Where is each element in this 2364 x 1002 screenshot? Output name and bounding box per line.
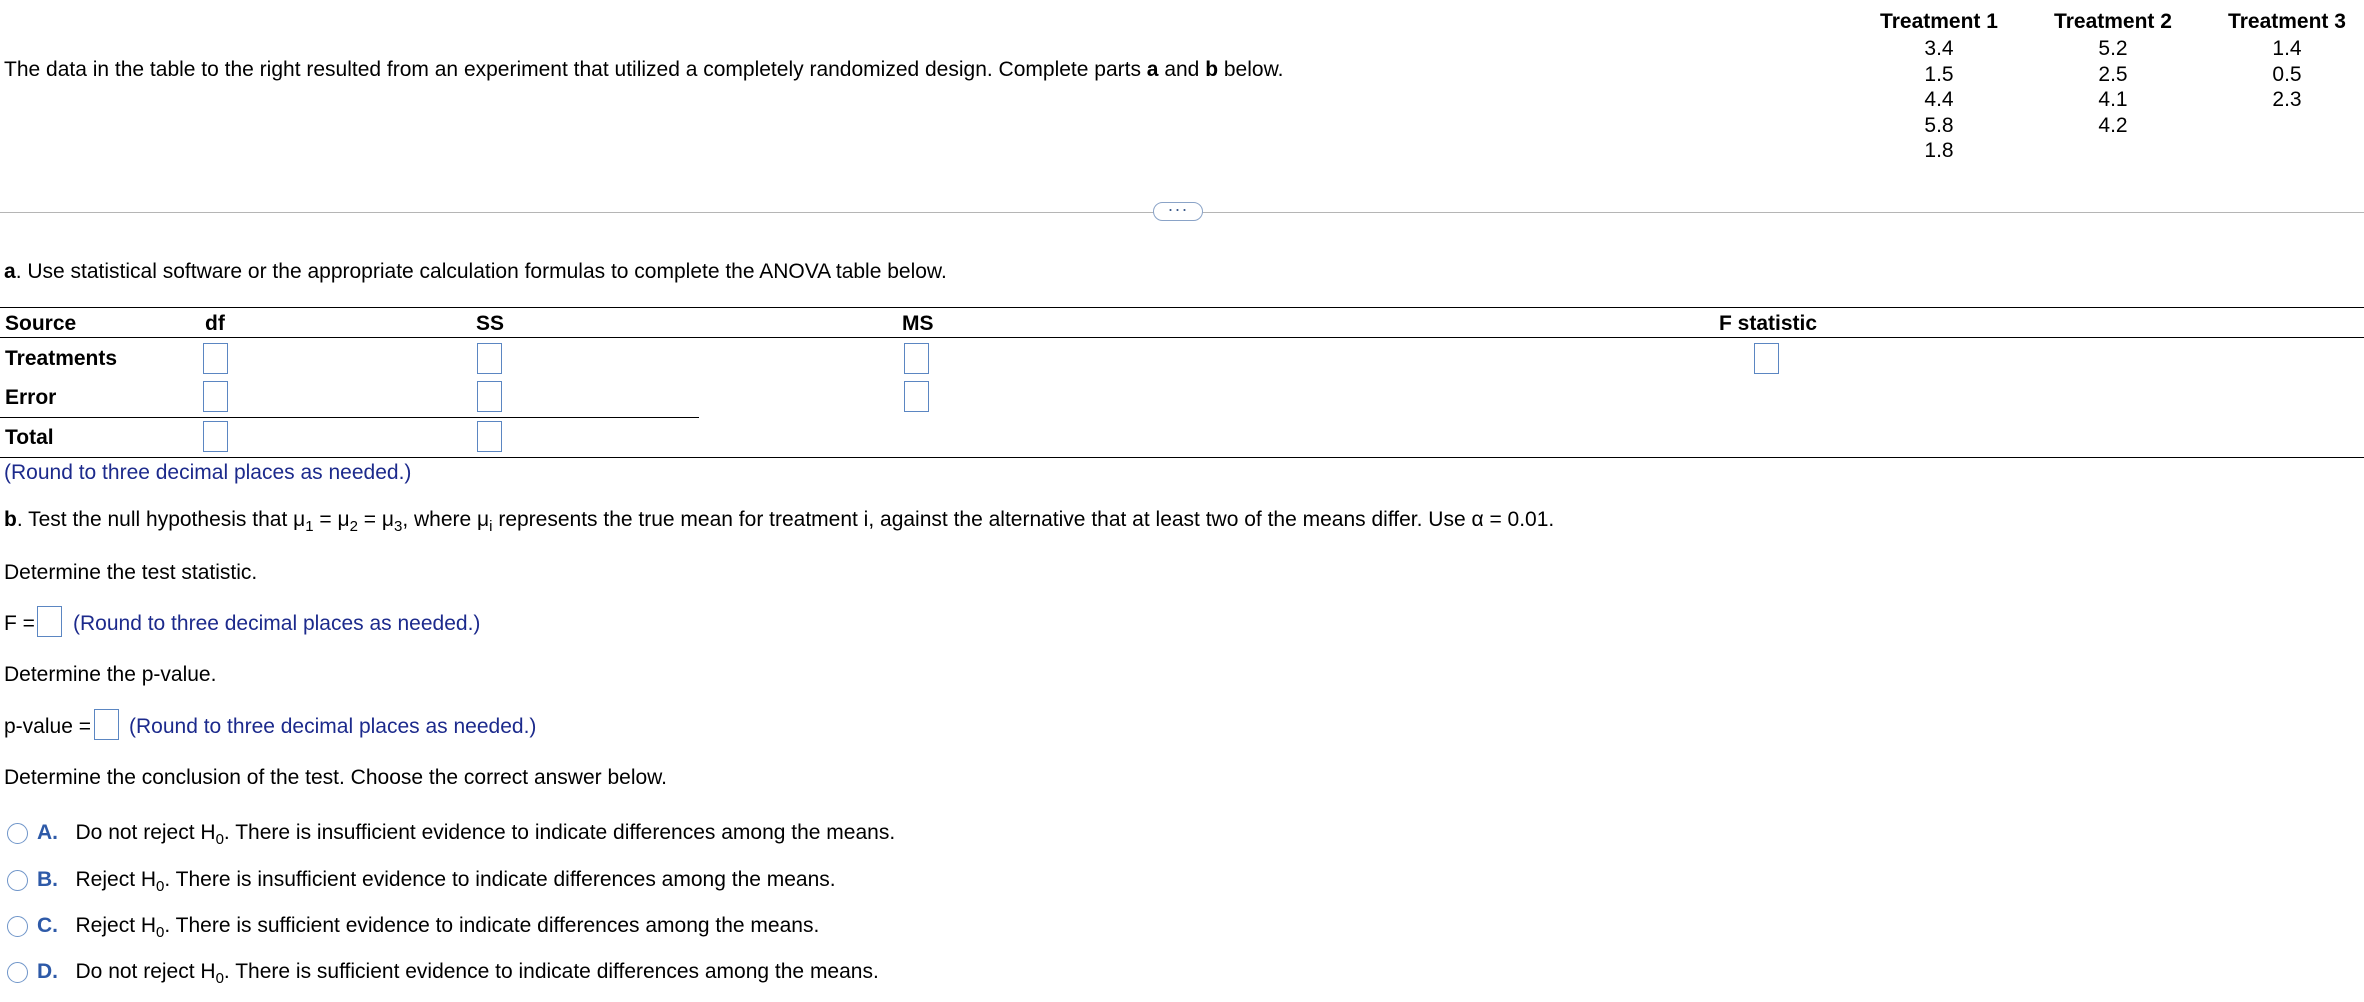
radio-button[interactable] bbox=[7, 916, 28, 937]
determine-statistic-text: Determine the test statistic. bbox=[4, 561, 258, 584]
data-cell: 2.5 bbox=[2098, 62, 2128, 86]
determine-pvalue-text: Determine the p-value. bbox=[4, 663, 217, 686]
determine-conclusion-text: Determine the conclusion of the test. Choose the correct answer below. bbox=[4, 766, 668, 789]
data-cell: 1.8 bbox=[1924, 139, 1954, 162]
data-cell: 5.2 bbox=[2098, 37, 2128, 60]
data-cell: 4.2 bbox=[2098, 113, 2128, 137]
total-df-input[interactable] bbox=[203, 421, 228, 452]
table-bottom-rule bbox=[0, 457, 2364, 458]
data-cell: 0.5 bbox=[2272, 62, 2302, 86]
header-df: df bbox=[205, 312, 225, 335]
header-source: Source bbox=[5, 312, 77, 335]
total-ss-input[interactable] bbox=[477, 421, 502, 452]
option-text: A. Do not reject $H_0$. There is insufficient evidence to indicate differences among the means. bbox=[37, 821, 896, 848]
expand-button[interactable]: ··· bbox=[1153, 202, 1203, 221]
f-statistic-input[interactable] bbox=[1754, 343, 1779, 374]
data-cell: 1.4 bbox=[2272, 37, 2302, 60]
row-label-total: Total bbox=[5, 426, 54, 449]
data-table-header: Treatment 3 bbox=[2228, 10, 2346, 33]
total-rule bbox=[0, 417, 699, 418]
data-cell: 1.5 bbox=[1924, 62, 1954, 86]
header-rule bbox=[0, 337, 2364, 338]
round-note: (Round to three decimal places as needed.) bbox=[4, 461, 412, 484]
option-text: B. Reject $H_0$. There is insufficient evidence to indicate differences among the means. bbox=[37, 868, 836, 895]
treatments-ss-input[interactable] bbox=[477, 343, 502, 374]
intro-text: The data in the table to the right resulted from an experiment that utilized a completely randomized design. Complete parts a and b below. bbox=[4, 58, 1284, 81]
part-b-instruction: b. Test the null hypothesis that $\mu_1 = \mu_2 = \mu_3$, where $\mu_i$ represents the true mean for treatment i, against the alternative that at least two of the means differ. Use α = 0.01. bbox=[4, 508, 1555, 535]
f-label: F = bbox=[4, 612, 35, 635]
p-value-label: p-value = bbox=[4, 715, 91, 738]
error-ms-input[interactable] bbox=[904, 381, 929, 412]
treatments-ms-input[interactable] bbox=[904, 343, 929, 374]
data-column-treatment-1 bbox=[1849, 36, 2029, 164]
row-label-treatments: Treatments bbox=[5, 347, 118, 370]
header-f-statistic: F statistic bbox=[1719, 312, 1818, 335]
p-value-input[interactable] bbox=[94, 709, 119, 740]
p-value-round-note: (Round to three decimal places as needed.) bbox=[129, 715, 537, 738]
data-cell: 3.4 bbox=[1924, 37, 1954, 60]
part-a-instruction: a. Use statistical software or the appropriate calculation formulas to complete the ANOVA table below. bbox=[4, 260, 947, 283]
data-cell: 2.3 bbox=[2272, 88, 2302, 111]
data-column-treatment-2 bbox=[2023, 36, 2203, 138]
data-cell: 4.4 bbox=[1924, 88, 1954, 111]
header-ms: MS bbox=[902, 312, 934, 335]
data-column-treatment-3 bbox=[2197, 36, 2364, 113]
radio-button[interactable] bbox=[7, 962, 28, 983]
header-ss: SS bbox=[476, 312, 505, 335]
option-text: C. Reject $H_0$. There is sufficient evidence to indicate differences among the means. bbox=[37, 914, 820, 941]
error-df-input[interactable] bbox=[203, 381, 228, 412]
treatments-df-input[interactable] bbox=[203, 343, 228, 374]
data-cell: 5.8 bbox=[1924, 113, 1954, 137]
table-top-rule bbox=[0, 307, 2364, 308]
data-table-header: Treatment 2 bbox=[2054, 10, 2172, 33]
option-text: D. Do not reject $H_0$. There is sufficient evidence to indicate differences among the means. bbox=[37, 960, 879, 987]
radio-button[interactable] bbox=[7, 823, 28, 844]
row-label-error: Error bbox=[5, 386, 57, 409]
error-ss-input[interactable] bbox=[477, 381, 502, 412]
f-value-input[interactable] bbox=[37, 606, 62, 637]
f-round-note: (Round to three decimal places as needed.) bbox=[73, 612, 481, 635]
data-cell: 4.1 bbox=[2098, 88, 2128, 111]
radio-button[interactable] bbox=[7, 870, 28, 891]
data-table-header: Treatment 1 bbox=[1880, 10, 1998, 33]
